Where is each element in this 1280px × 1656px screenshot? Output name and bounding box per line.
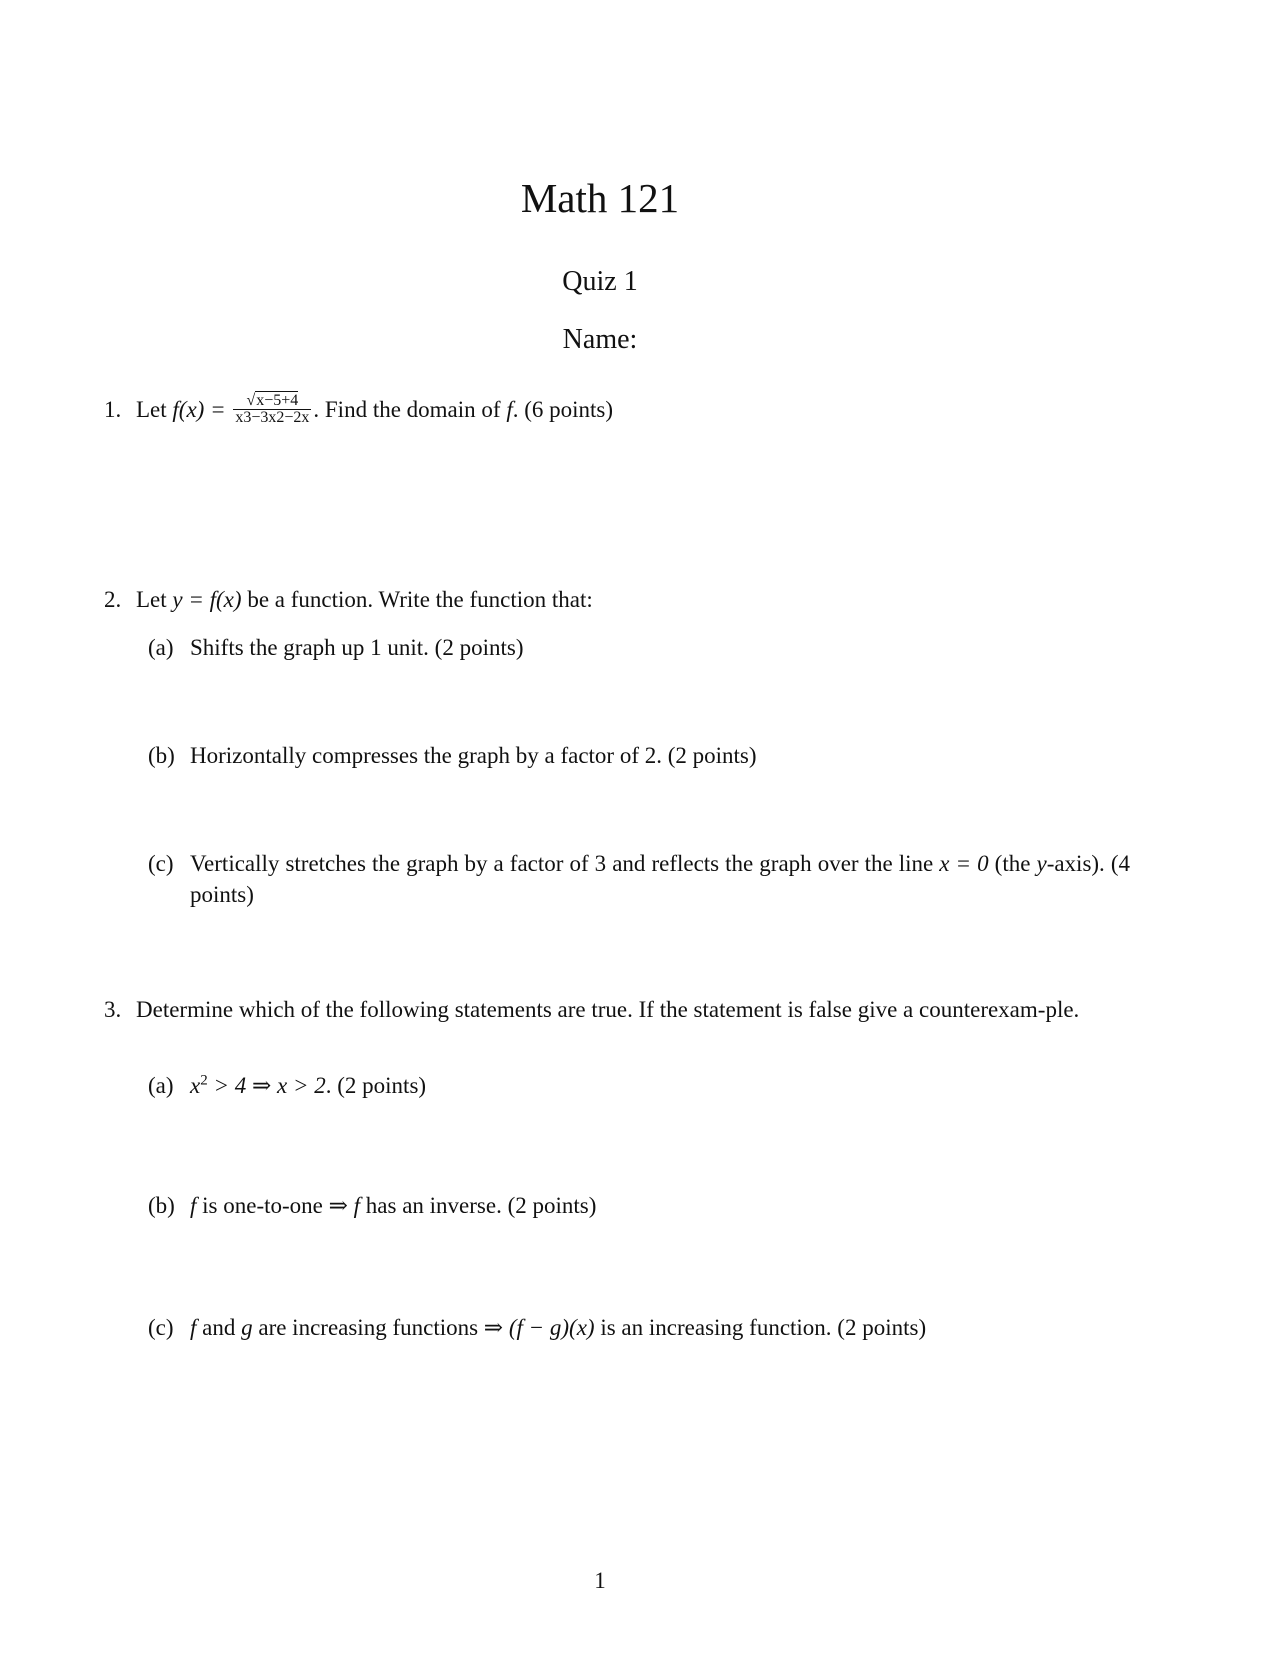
q2-text-a: Let bbox=[136, 587, 167, 612]
q1-fraction bbox=[233, 393, 311, 426]
question-number: 1. bbox=[104, 397, 122, 422]
page-number: 1 bbox=[594, 1568, 606, 1593]
q3a-math-b: > 4 ⇒ x > 2 bbox=[213, 1073, 326, 1098]
part-label: (b) bbox=[148, 743, 175, 768]
part-text: Shifts the graph up 1 unit. (2 points) bbox=[190, 635, 524, 660]
q3a-math: x bbox=[190, 1073, 201, 1098]
q1-after: . Find the domain of bbox=[313, 397, 501, 422]
part-text bbox=[190, 1312, 1130, 1343]
q2c-text-c: -axis). (4 points) bbox=[190, 851, 1131, 907]
q1-fraction-numerator: √x−5+4 bbox=[233, 393, 311, 410]
question-number: 2. bbox=[104, 587, 122, 612]
q1-var: f bbox=[506, 397, 513, 422]
part-text bbox=[190, 1190, 1130, 1221]
q3c-text-b: are increasing functions ⇒ bbox=[258, 1315, 504, 1340]
q1-fraction-denominator: x3−3x2−2x bbox=[235, 409, 310, 427]
q2c-text-b: (the bbox=[994, 851, 1031, 876]
q3b-math: f bbox=[190, 1193, 197, 1218]
part-text bbox=[190, 1070, 1130, 1101]
name-label: Name: bbox=[562, 324, 638, 355]
q2-math: y = f(x) bbox=[172, 587, 242, 612]
question-text bbox=[136, 394, 1136, 428]
part-label: (c) bbox=[148, 1315, 174, 1340]
q1-numerator-expression: x−5+4 bbox=[256, 392, 299, 410]
q3a-text: . (2 points) bbox=[325, 1073, 427, 1098]
question-number: 3. bbox=[104, 997, 122, 1022]
part-label: (b) bbox=[148, 1193, 175, 1218]
part-label: (a) bbox=[148, 1073, 174, 1098]
question-text bbox=[136, 584, 1136, 615]
part-label: (a) bbox=[148, 635, 174, 660]
q3c-text-c: is an increasing function. (2 points) bbox=[600, 1315, 927, 1340]
q3b-text-b: has an inverse. (2 points) bbox=[365, 1193, 597, 1218]
q1-function-lhs: f(x) = bbox=[172, 397, 226, 422]
q1-points: . (6 points) bbox=[512, 397, 614, 422]
question-text: Determine which of the following statements are true. If the statement is false give a counterexam-ple. bbox=[136, 997, 1080, 1022]
q2-text-b: be a function. Write the function that: bbox=[247, 587, 593, 612]
q3c-math2: g bbox=[241, 1315, 253, 1340]
q3c-math3: (f − g)(x) bbox=[508, 1315, 595, 1340]
q3c-text-a: and bbox=[202, 1315, 236, 1340]
quiz-subtitle: Quiz 1 bbox=[562, 266, 638, 297]
part-text: Horizontally compresses the graph by a factor of 2. (2 points) bbox=[190, 743, 757, 768]
q1-intro: Let bbox=[136, 397, 167, 422]
part-text bbox=[190, 848, 1130, 910]
q2c-math2: y bbox=[1036, 851, 1047, 876]
part-label: (c) bbox=[148, 851, 174, 876]
q2c-math: x = 0 bbox=[939, 851, 989, 876]
q3c-math: f bbox=[190, 1315, 197, 1340]
q3b-text-a: is one-to-one ⇒ bbox=[202, 1193, 348, 1218]
q3b-math2: f bbox=[353, 1193, 361, 1218]
document-title: Math 121 bbox=[520, 175, 680, 221]
q3a-exponent: 2 bbox=[200, 1072, 208, 1089]
q2c-text-a: Vertically stretches the graph by a factor of 3 and reflects the graph over the line bbox=[190, 851, 934, 876]
